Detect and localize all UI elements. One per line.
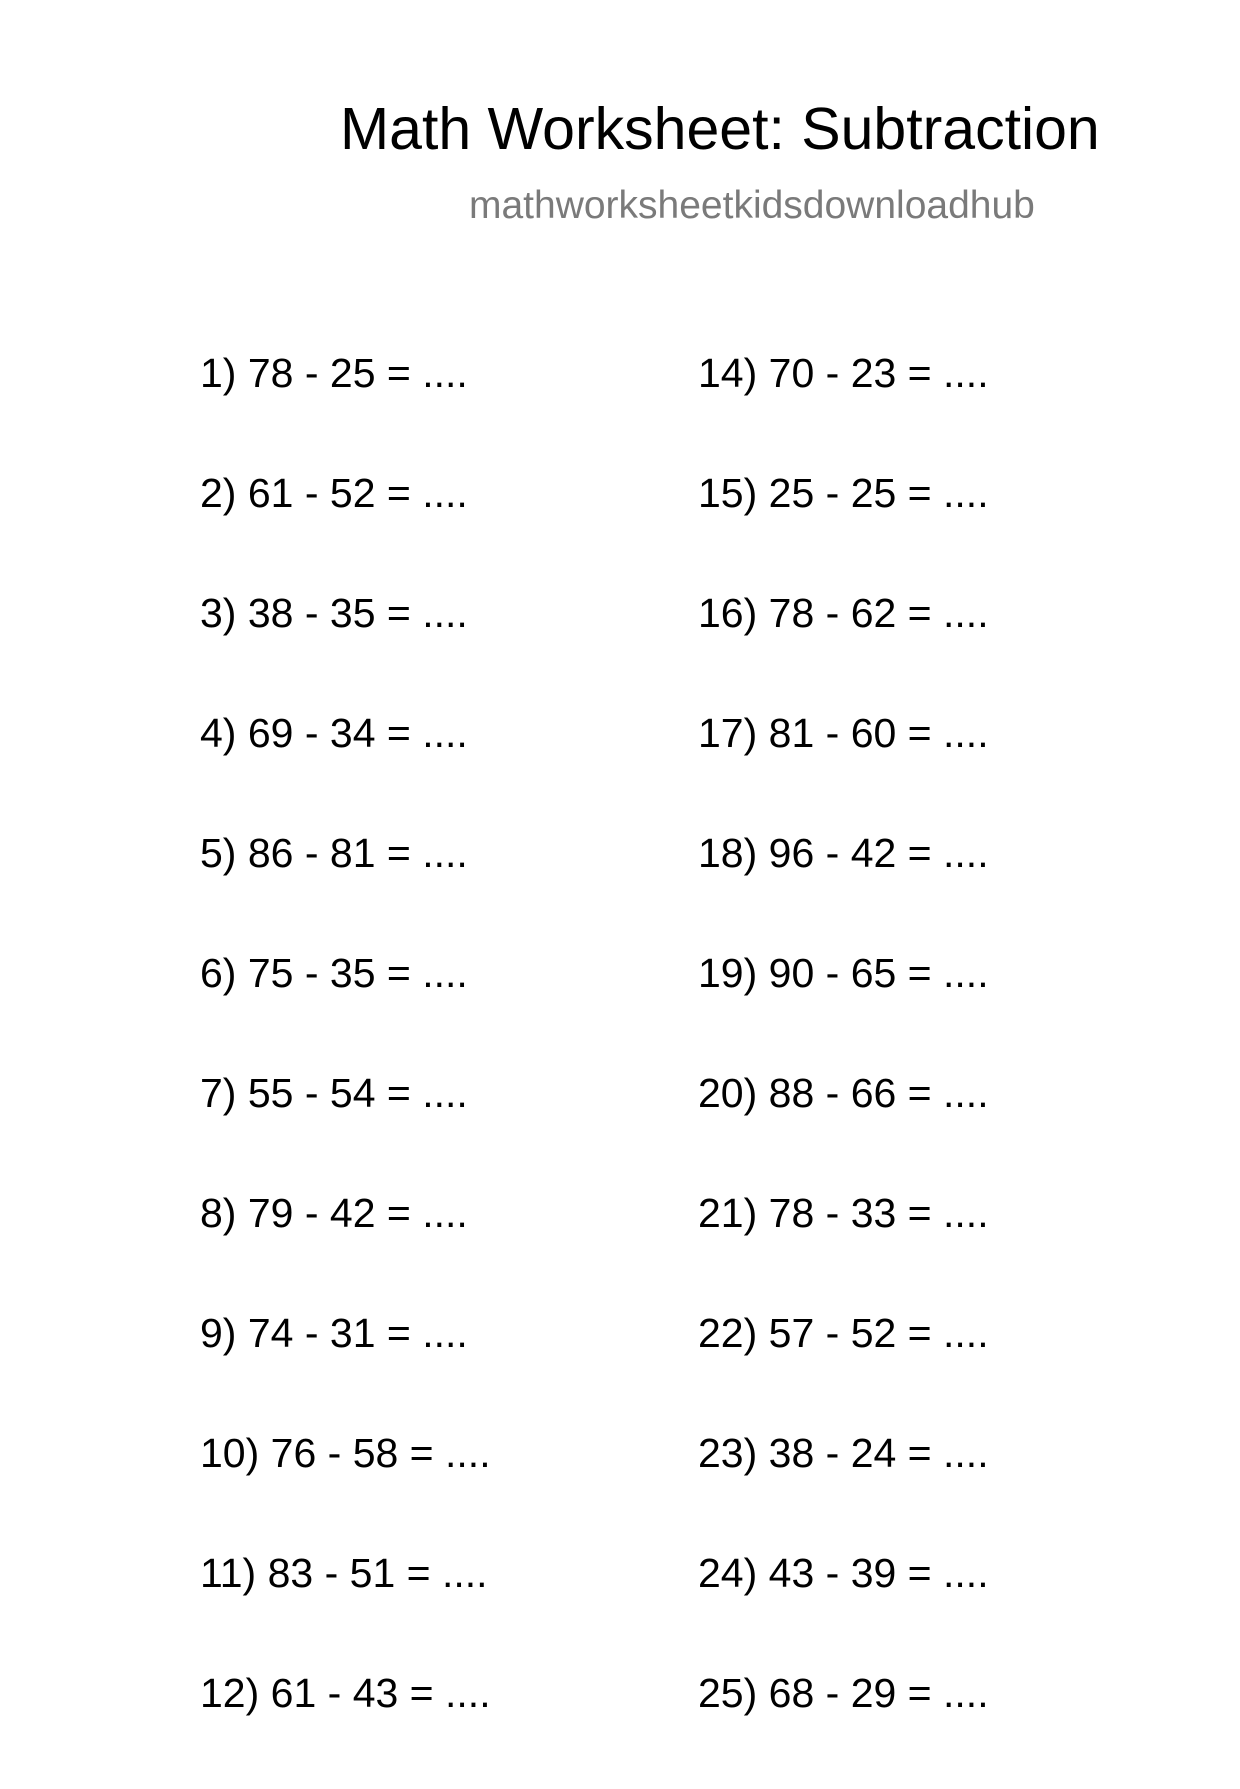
problem-item: 12) 61 - 43 = ....	[200, 1670, 491, 1716]
worksheet-title: Math Worksheet: Subtraction	[340, 96, 1100, 162]
problem-item: 4) 69 - 34 = ....	[200, 710, 468, 756]
problem-item: 5) 86 - 81 = ....	[200, 830, 468, 876]
left-problem-column	[200, 349, 620, 1789]
problem-item: 18) 96 - 42 = ....	[698, 830, 989, 876]
problem-item: 14) 70 - 23 = ....	[698, 350, 989, 396]
problem-item: 19) 90 - 65 = ....	[698, 950, 989, 996]
problem-item: 23) 38 - 24 = ....	[698, 1430, 989, 1476]
problem-item: 9) 74 - 31 = ....	[200, 1310, 468, 1356]
problem-item: 25) 68 - 29 = ....	[698, 1670, 989, 1716]
problem-item: 20) 88 - 66 = ....	[698, 1070, 989, 1116]
problem-item: 22) 57 - 52 = ....	[698, 1310, 989, 1356]
problem-item: 1) 78 - 25 = ....	[200, 350, 468, 396]
problem-item: 11) 83 - 51 = ....	[200, 1550, 488, 1596]
problem-item: 21) 78 - 33 = ....	[698, 1190, 989, 1236]
problem-item: 3) 38 - 35 = ....	[200, 590, 468, 636]
worksheet-subtitle: mathworksheetkidsdownloadhub	[469, 184, 1035, 227]
problem-item: 2) 61 - 52 = ....	[200, 470, 468, 516]
problem-item: 17) 81 - 60 = ....	[698, 710, 989, 756]
right-problem-column	[698, 349, 1118, 1789]
problem-item: 15) 25 - 25 = ....	[698, 470, 989, 516]
problem-item: 16) 78 - 62 = ....	[698, 590, 989, 636]
problem-item: 6) 75 - 35 = ....	[200, 950, 468, 996]
problem-item: 8) 79 - 42 = ....	[200, 1190, 468, 1236]
problem-item: 10) 76 - 58 = ....	[200, 1430, 491, 1476]
problem-item: 7) 55 - 54 = ....	[200, 1070, 468, 1116]
problem-item: 24) 43 - 39 = ....	[698, 1550, 989, 1596]
